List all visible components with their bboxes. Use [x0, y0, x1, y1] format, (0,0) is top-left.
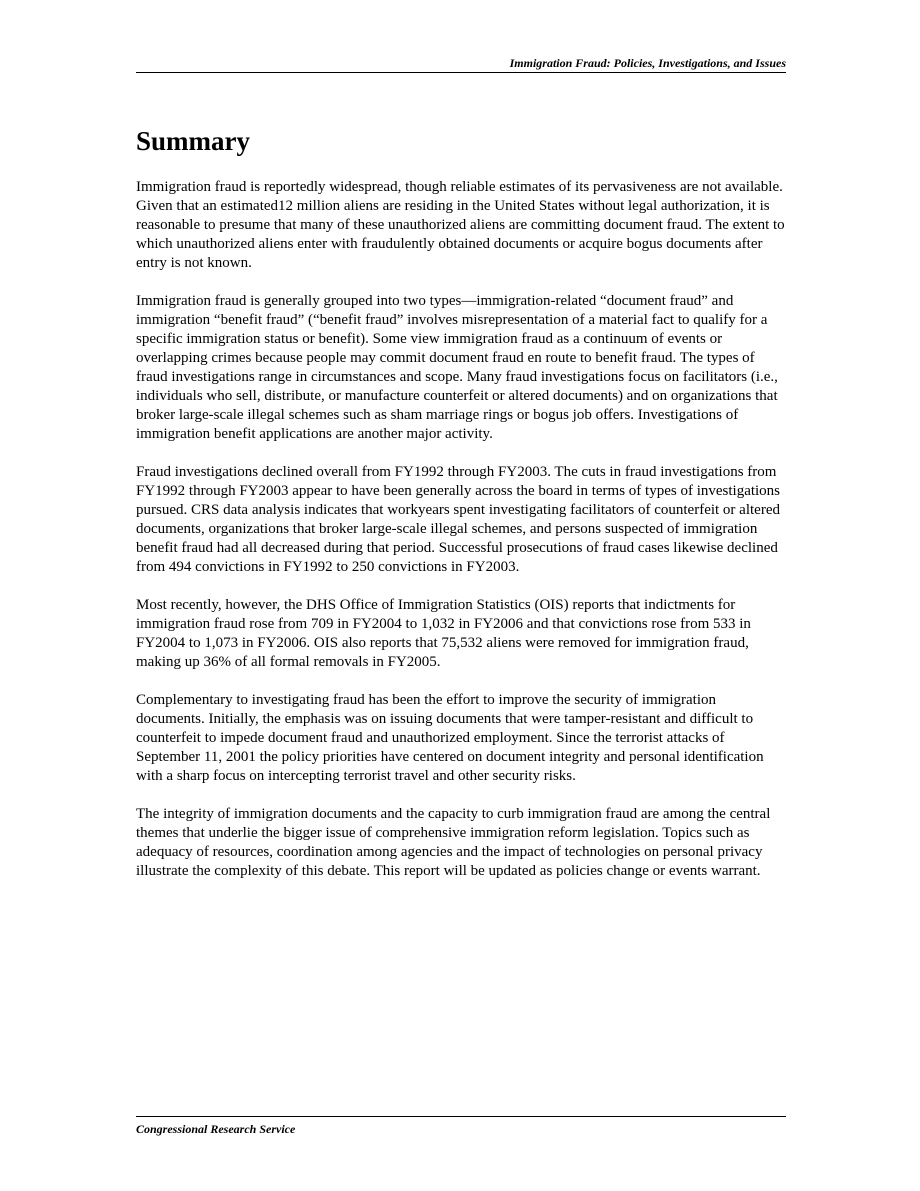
header-divider [136, 72, 786, 73]
summary-paragraph: Most recently, however, the DHS Office of Immigration Statistics (OIS) reports that indictments for immigration fraud rose from 709 in FY2004 to 1,032 in FY2006 and that convictions rose from 533 in FY2004 to 1,073 in FY2006. OIS also reports that 75,532 aliens were removed for immigration fraud, making up 36% of all formal removals in FY2005. [136, 597, 751, 670]
summary-body [136, 178, 786, 900]
summary-paragraph: Immigration fraud is reportedly widespread, though reliable estimates of its pervasiveness are not available. Given that an estimated12 million aliens are residing in the United States without legal authorization, it is reasonable to presume that many of these unauthorized aliens are committing document fraud. The extent to which unauthorized aliens enter with fraudulently obtained documents or acquire bogus documents after entry is not known. [136, 179, 785, 271]
page-title: Summary [136, 126, 250, 156]
running-footer: Congressional Research Service [136, 1122, 296, 1136]
summary-paragraph: Complementary to investigating fraud has been the effort to improve the security of immigration documents. Initially, the emphasis was on issuing documents that were tamper-resistant and difficult to counterfeit to impede document fraud and unauthorized employment. Since the terrorist attacks of September 11, 2001 the policy priorities have centered on document integrity and personal identification with a sharp focus on intercepting terrorist travel and other security risks. [136, 692, 764, 784]
summary-paragraph: Fraud investigations declined overall from FY1992 through FY2003. The cuts in fraud investigations from FY1992 through FY2003 appear to have been generally across the board in terms of types of investigations pursued. CRS data analysis indicates that workyears spent investigating facilitators of counterfeit or altered documents, organizations that broker large-scale illegal schemes, and persons suspected of immigration benefit fraud had all decreased during that period. Successful prosecutions of fraud cases likewise declined from 494 convictions in FY1992 to 250 convictions in FY2003. [136, 464, 781, 575]
summary-paragraph: Immigration fraud is generally grouped into two types—immigration-related “document fraud” and immigration “benefit fraud” (“benefit fraud” involves misrepresentation of a material fact to qualify for a specific immigration status or benefit). Some view immigration fraud as a continuum of events or overlapping crimes because people may commit document fraud en route to benefit fraud. The types of fraud investigations range in circumstances and scope. Many fraud investigations focus on facilitators (i.e., individuals who sell, distribute, or manufacture counterfeit or altered documents) and on organizations that broker large-scale illegal schemes such as sham marriage rings or bogus job offers. Investigations of immigration benefit applications are another major activity. [136, 293, 778, 442]
footer-divider [136, 1116, 786, 1117]
running-header: Immigration Fraud: Policies, Investigations, and Issues [509, 56, 786, 70]
summary-paragraph: The integrity of immigration documents and the capacity to curb immigration fraud are among the central themes that underlie the bigger issue of comprehensive immigration reform legislation. Topics such as adequacy of resources, coordination among agencies and the impact of technologies on personal privacy illustrate the complexity of this debate. This report will be updated as policies change or events warrant. [136, 806, 771, 879]
